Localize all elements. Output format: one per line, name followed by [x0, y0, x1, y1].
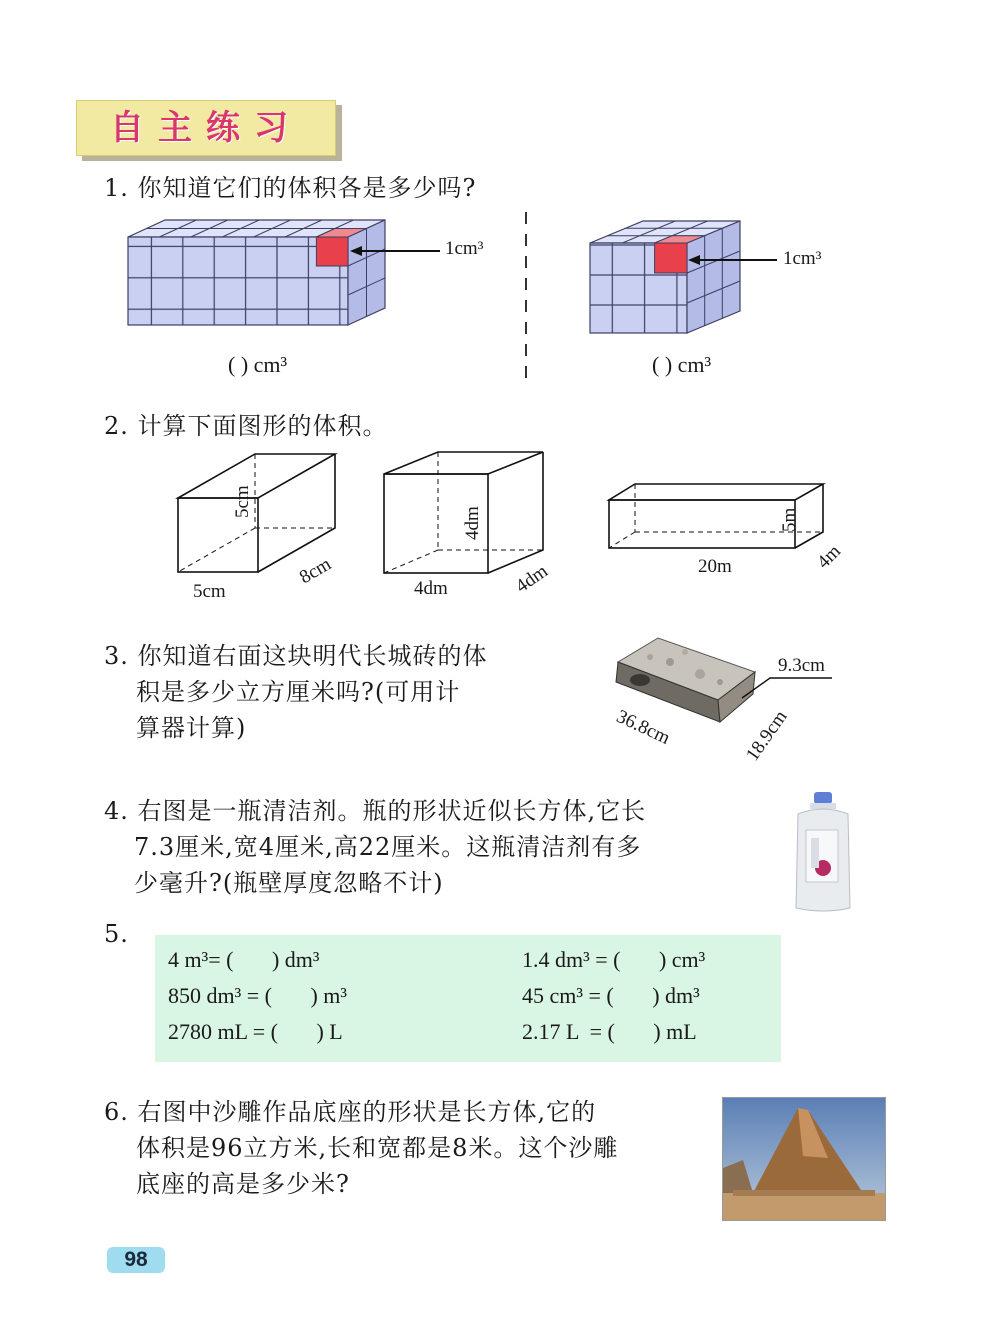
shape3-height-label: 5m — [779, 507, 800, 532]
conversion-row-3-right[interactable]: 2.17 L = ( ) mL — [522, 1019, 697, 1044]
question-5-label: 5. — [104, 920, 129, 948]
shape1-length-label: 5cm — [193, 581, 226, 602]
shape2-length-label: 4dm — [414, 578, 448, 599]
question-2-text: 2. 计算下面图形的体积。 — [104, 412, 388, 440]
unit-cube-highlight — [316, 237, 348, 266]
brick-height-label: 9.3cm — [778, 655, 825, 676]
unit-cube-label-left: 1cm³ — [445, 238, 484, 259]
shape3-length-label: 20m — [698, 556, 732, 577]
unit-cube-highlight — [655, 243, 687, 273]
question-4-line-2: 7.3厘米,宽4厘米,高22厘米。这瓶清洁剂有多 — [134, 833, 642, 861]
shape2-width-label: 4dm — [512, 560, 552, 598]
cube-block-left — [120, 215, 520, 330]
shape1-width-label: 8cm — [296, 553, 335, 589]
detergent-bottle-image — [792, 790, 854, 915]
conversion-row-3-left[interactable]: 2780 mL = ( ) L — [168, 1019, 343, 1044]
question-6-line-1: 6. 右图中沙雕作品底座的形状是长方体,它的 — [104, 1098, 597, 1126]
answer-blank-right[interactable]: ( ) cm³ — [652, 352, 712, 377]
brick-length-label: 36.8cm — [613, 706, 674, 749]
conversion-row-1-left[interactable]: 4 m³= ( ) dm³ — [168, 947, 320, 972]
shape3-width-label: 4m — [813, 540, 846, 573]
question-4-line-3: 少毫升?(瓶壁厚度忽略不计) — [134, 869, 444, 897]
conversion-row-1-right[interactable]: 1.4 dm³ = ( ) cm³ — [522, 947, 706, 972]
conversion-row-2-left[interactable]: 850 dm³ = ( ) m³ — [168, 983, 347, 1008]
page-number-badge: 98 — [107, 1247, 165, 1273]
shape2-height-label: 4dm — [462, 506, 483, 540]
brick-width-label: 18.9cm — [742, 706, 792, 766]
answer-blank-left[interactable]: ( ) cm³ — [228, 352, 288, 377]
question-3-line-2: 积是多少立方厘米吗?(可用计 — [136, 678, 461, 706]
shape1-height-label: 5cm — [232, 485, 253, 518]
question-3-line-3: 算器计算) — [136, 714, 247, 742]
sand-sculpture-photo — [722, 1097, 886, 1221]
section-title: 自主练习 — [110, 108, 302, 148]
cube-block-right — [580, 215, 840, 335]
section-banner — [76, 100, 336, 156]
question-3-line-1: 3. 你知道右面这块明代长城砖的体 — [104, 642, 488, 670]
conversion-row-2-right[interactable]: 45 cm³ = ( ) dm³ — [522, 983, 700, 1008]
unit-cube-label-right: 1cm³ — [783, 248, 822, 269]
question-4-line-1: 4. 右图是一瓶清洁剂。瓶的形状近似长方体,它长 — [104, 797, 647, 825]
question-6-line-2: 体积是96立方米,长和宽都是8米。这个沙雕 — [136, 1134, 619, 1162]
question-1-text: 1. 你知道它们的体积各是多少吗? — [104, 174, 477, 202]
dashed-divider — [515, 210, 537, 390]
question-6-line-3: 底座的高是多少米? — [136, 1170, 350, 1198]
